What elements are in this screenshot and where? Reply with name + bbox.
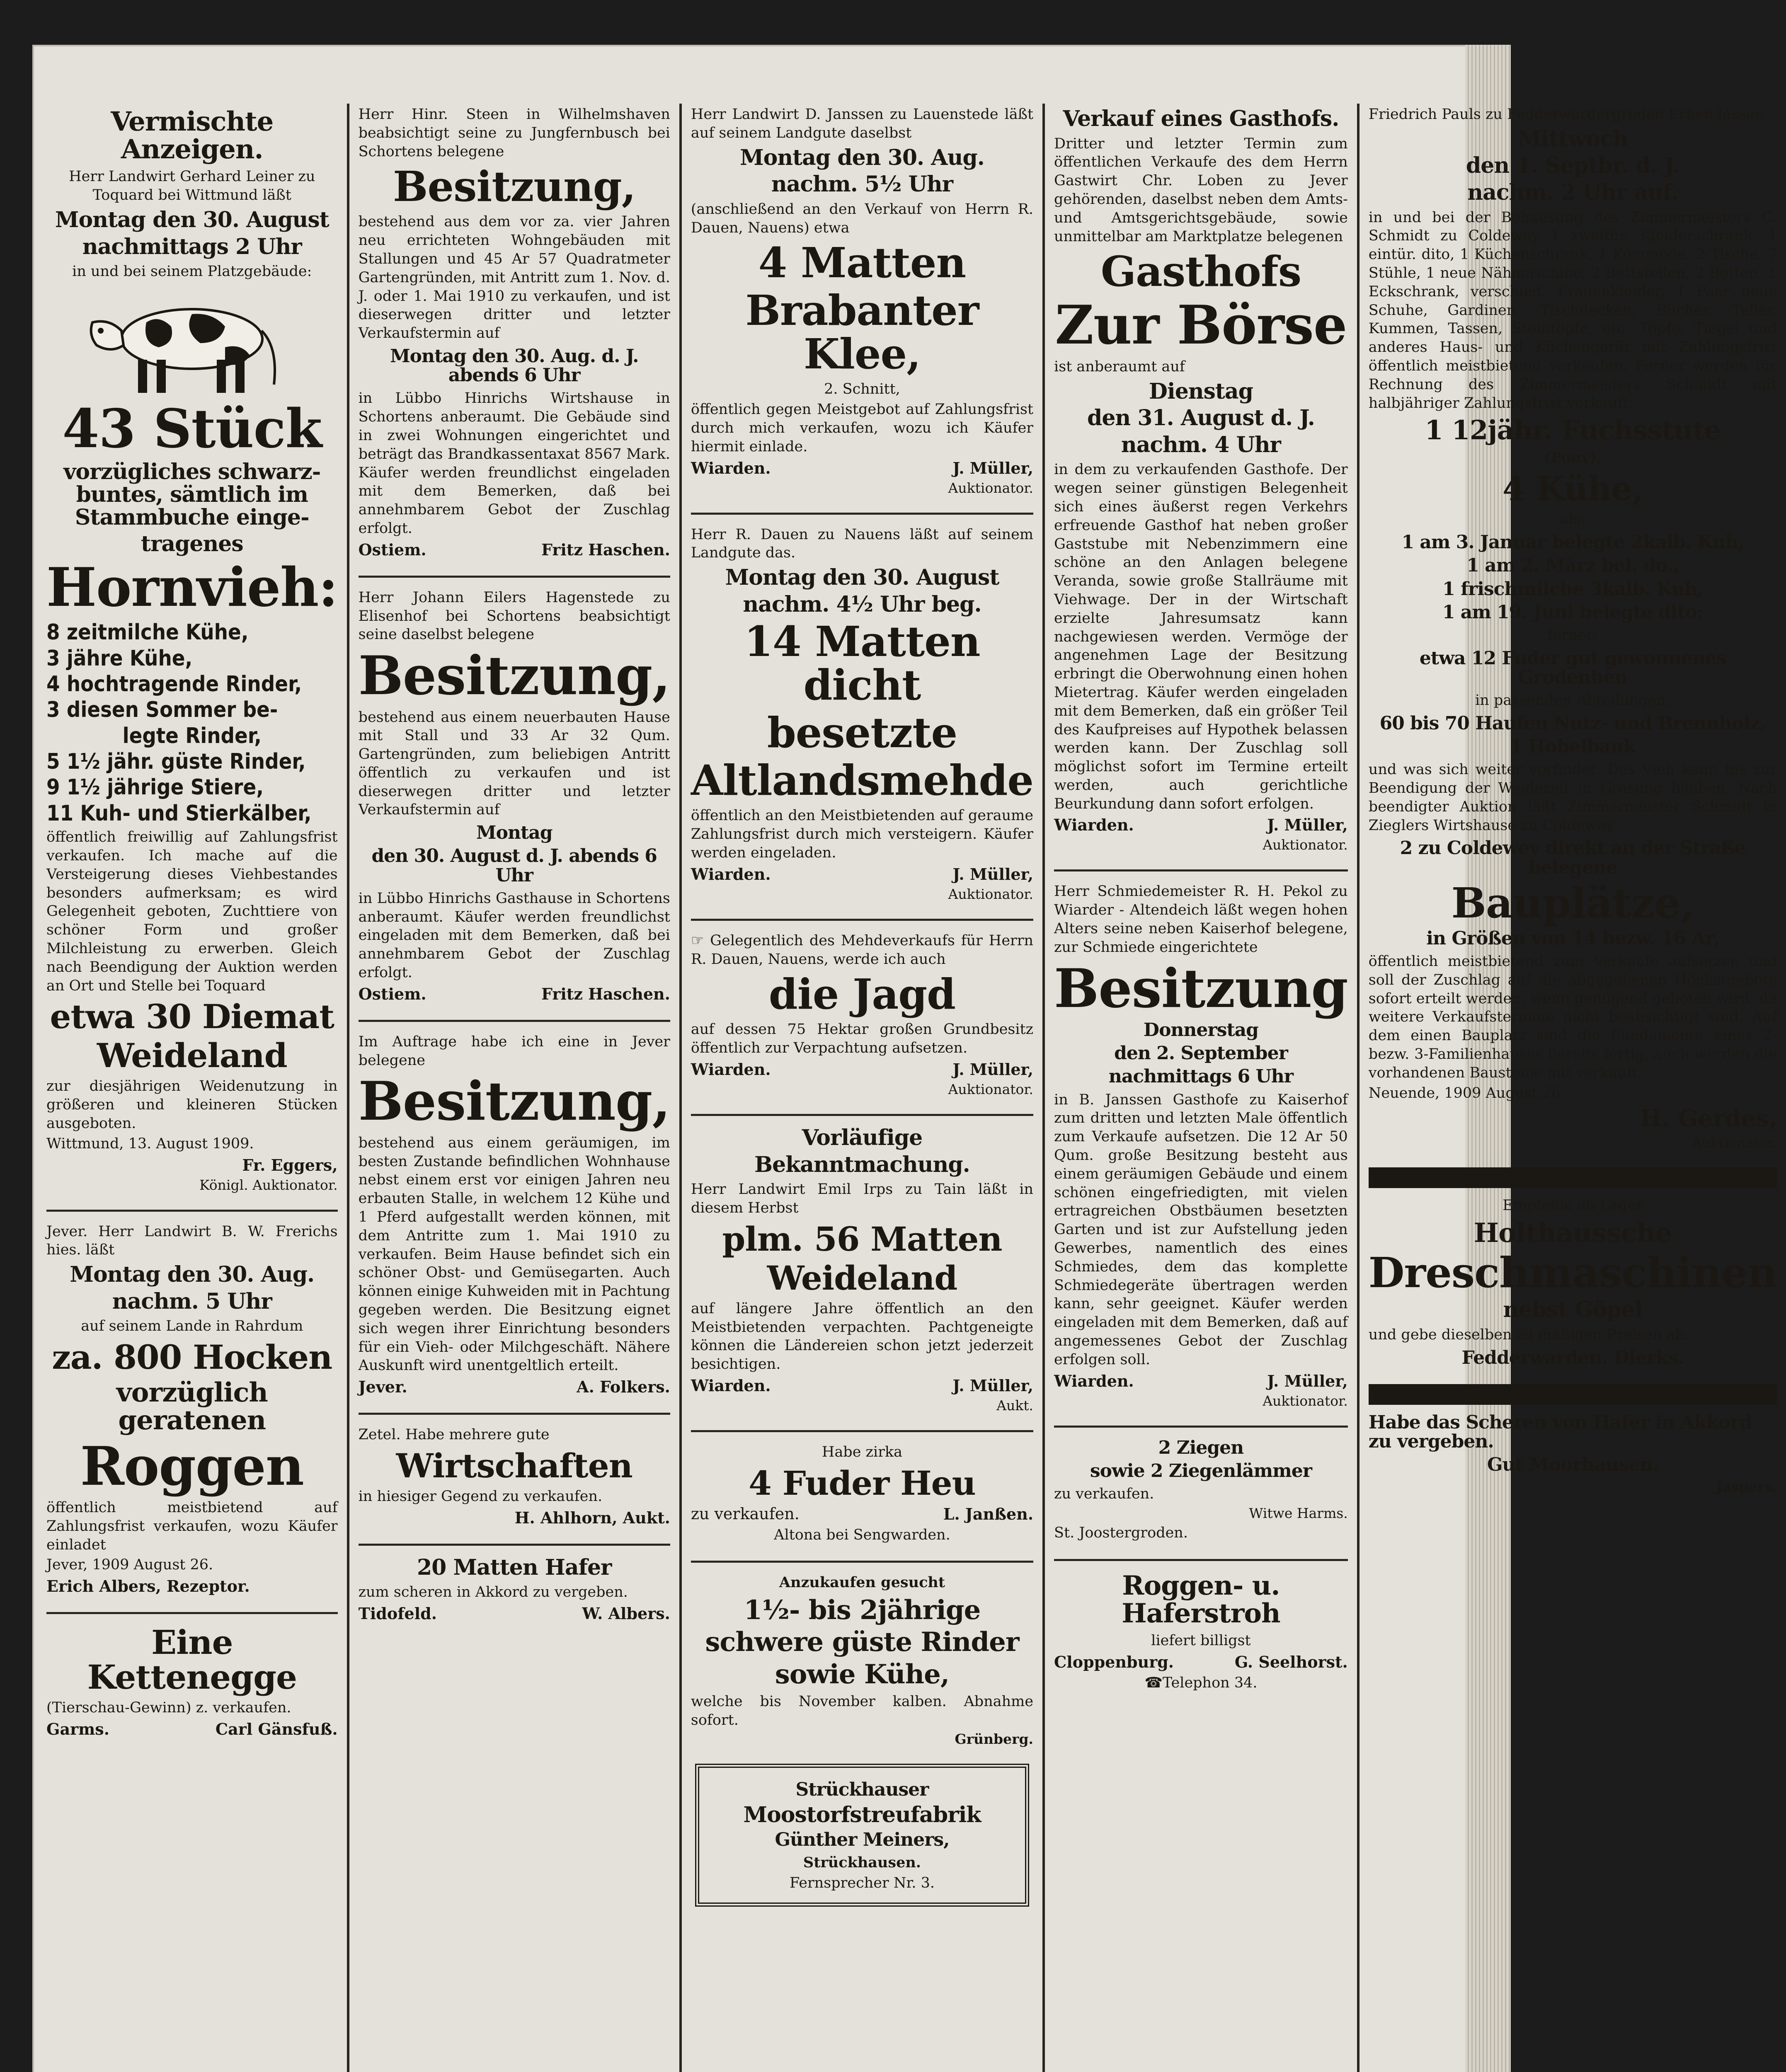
divider	[359, 576, 670, 578]
ad-date: Mittwoch	[1517, 126, 1628, 152]
ad-qty-2: vorzüglich geratenen	[116, 1377, 268, 1436]
ad-intro: Dritter und letzter Termin zum öffentlichen Verkaufe des dem Herrn Gastwirt Chr. Loben zu Jever gehörenden, daselbst neben dem Amts- und Amtsgerichtsgebäude, sowie unmittelbar am Marktplatze belegenen	[1054, 135, 1348, 245]
ad-desc-2: tragenes	[141, 531, 243, 557]
ad-signature: Wiarden. J. Müller,	[691, 1060, 1034, 1079]
ad-signature: Cloppenburg. G. Seelhorst.	[1054, 1652, 1348, 1671]
ad-signature: Jaspers.	[1716, 1479, 1777, 1495]
ad-body: in B. Janssen Gasthofe zu Kaiserhof zum dritten und letzten Male öffentlich zum Verkaufe aufsetzen. Die 12 Ar 50 Qum. große Besitzung besteht aus einem geräumigen Gebäude und einem schönen eingefriedigten, mit vielen ertragreichen Obstbäumen besetzten Garten und ist zur Aufstellung jeden Gewerbes, namentlich des eines Schmiedes, dem das komplette Schmiedegeräte übertragen werden kann, sehr geeignet. Käufer werden eingeladen mit dem Bemerken, daß auf angemessenes Gebot der Zuschlag erfolgen soll.	[1054, 1091, 1348, 1368]
ad-place: St. Joostergroden.	[1054, 1524, 1188, 1541]
ad-main-headline-2: schwere güste Rinder	[705, 1627, 1019, 1658]
ad-main-headline-2: Dreschmaschinen	[1368, 1248, 1777, 1297]
ad-main-headline: Habe das Scheren von Hafer in Akkord zu vergeben.	[1368, 1411, 1752, 1452]
ad-signature: H. Ahlhorn, Aukt.	[514, 1508, 670, 1527]
ad-signature: Wiarden. J. Müller,	[691, 1376, 1034, 1395]
ad-signature: Fr. Eggers,	[242, 1155, 338, 1174]
ad-hunt	[691, 932, 1033, 1097]
ad-body: in hiesiger Gegend zu verkaufen.	[358, 1488, 603, 1505]
divider-bar	[1369, 1167, 1777, 1188]
ad-signer-title: Auktionator.	[1691, 1135, 1777, 1151]
ad-body-2: in dem zu verkaufenden Gasthofe. Der wegen seiner günstigen Belegenheit sich eines äußerst regen Verkehrs erfreuende Gasthof hat neben großer Gaststube mit Nebenzimmern eine schöne an den Anlagen belegene Veranda, sowie große Stallräume mit Viehwage. Der in der Wirtschaft erzielte Jahresumsatz kann nachgewiesen werden. Vermöge der angenehmen Lage der Besitzung erbringt die Oberwohnung einen hohen Mietertrag. Käufer werden eingeladen mit dem Bemerken, daß ein größer Teil des Kaufpreises auf Hypothek belassen werden kann. Der Zuschlag soll möglichst sofort im Termine erteilt werden, auch gerichtliche Beurkundung dann sofort erfolgen.	[1054, 461, 1348, 812]
ad-body: und gebe dieselben zu mäßigen Preisen ab.	[1368, 1326, 1689, 1343]
ad-pasture-tain	[691, 1127, 1033, 1414]
ad-main-headline: Roggen	[80, 1435, 304, 1498]
ad-main-headline: Roggen- u. Haferstroh	[1122, 1570, 1280, 1629]
list-item: legte Rinder,	[122, 723, 262, 748]
ad-time: nachmittags 6 Uhr	[1108, 1066, 1293, 1087]
divider	[1054, 1559, 1348, 1561]
ad-signature: Garms. Carl Gänsfuß.	[46, 1719, 338, 1738]
ad-property-elisenhof	[359, 588, 670, 1003]
ad-intro: Friedrich Pauls zu Fedderwardergroden Erben lassen	[1368, 106, 1764, 123]
ad-date: Montag den 30. August	[725, 565, 999, 591]
ad-intro: Herr Schmiedemeister R. H. Pekol zu Wiarder - Altendeich läßt wegen hohen Alters seine neben Kaiserhof belegene, zur Schmiede eingerichtete	[1054, 883, 1348, 956]
ad-intro: Zetel. Habe mehrere gute	[358, 1426, 550, 1443]
column-1	[37, 104, 347, 2072]
ad-main-headline: 4 Matten	[758, 238, 966, 288]
ad-body: ist anberaumt auf	[1054, 358, 1185, 375]
ad-intro: Herr R. Dauen zu Nauens läßt auf seinem Landgute das.	[691, 526, 1034, 562]
ad-main-headline: Besitzung,	[358, 1070, 670, 1133]
ad-main-headline-2: besetzte	[767, 708, 957, 758]
ad-main-headline: Wirtschaften	[396, 1446, 632, 1485]
divider	[359, 1020, 670, 1022]
list-item: 3 jähre Kühe,	[46, 646, 193, 671]
ad-smithy	[1054, 882, 1348, 1409]
ad-item-cows: 4 Kühe,	[1502, 469, 1643, 508]
ad-dateline: Jever, 1909 August 26.	[46, 1556, 213, 1573]
ad-dateline: Neuende, 1909 August 26.	[1368, 1084, 1565, 1101]
box-line-3: Günther Meiners,	[775, 1829, 950, 1851]
ad-signature: Wiarden. J. Müller,	[1054, 1371, 1348, 1390]
ad-body: auf dessen 75 Hektar großen Grundbesitz öffentlich zur Verpachtung aufsetzen.	[691, 1021, 1034, 1057]
ad-body-2: und was sich weiter vorfindet. Das Vieh kann bis zur Beendigung der Weidezeit in Grasung bleiben. Nach beendigter Auktion läßt Zimmermeister Schmidt in Zieglers Wirtshause zu Coldewey	[1368, 761, 1777, 834]
ad-signer-title: Auktionator.	[1263, 837, 1348, 853]
ad-signature: Fedderwarden. Dierks.	[1461, 1347, 1684, 1368]
ad-cow-4: 1 am 19. Juni belegte dito;	[1442, 601, 1704, 623]
ad-place: Gut Moorhausen.	[1487, 1454, 1659, 1476]
ad-signature: Wiarden. J. Müller,	[691, 458, 1034, 477]
ad-date: Montag den 30. Aug. d. J. abends 6 Uhr	[390, 345, 639, 386]
ad-harrow	[46, 1625, 338, 1738]
ad-peat-factory-box	[695, 1764, 1029, 1907]
divider	[46, 1210, 338, 1212]
auction-cattle-toquard	[46, 167, 338, 1193]
ad-intro: Empfehle ab Lager	[1502, 1197, 1643, 1214]
ad-mowing-nauens	[691, 525, 1033, 902]
ad-date: Montag den 30. Aug.	[740, 145, 984, 170]
ad-cow-1: 1 am 3. Januar belegte 2kalb. Kuh,	[1401, 532, 1744, 553]
ad-body-2: öffentlich gegen Meistgebot auf Zahlungsfrist durch mich verkaufen, wozu ich Käufer hiermit einlade.	[691, 401, 1034, 455]
ad-plots: 2 zu Coldewey direkt an der Straße belegene	[1400, 838, 1746, 878]
list-item: 5 1½ jähr. güste Rinder,	[46, 749, 306, 775]
ad-main-headline: plm. 56 Matten	[722, 1219, 1002, 1259]
ad-item-mare-sub: (Pony),	[1544, 449, 1602, 466]
ad-main-headline-2: Weideland	[767, 1258, 957, 1297]
ad-cattle-wanted	[691, 1573, 1033, 1747]
ad-place: auf seinem Lande in Rahrdum	[81, 1318, 303, 1335]
ad-hay: etwa 12 Fuder gut gewonnenes Grodenheu	[1419, 647, 1726, 688]
ad-farms-zetel	[359, 1426, 670, 1527]
ad-signature: Wiarden. J. Müller,	[1054, 816, 1348, 835]
ad-cow-3: 1 frischmilche 3kalb. Kuh,	[1442, 578, 1703, 600]
ad-signature: Ostiem. Fritz Haschen.	[358, 984, 670, 1003]
ad-body: bestehend aus einem geräumigen, im besten Zustande befindlichen Wohnhause nebst einem erst vor einigen Jahren neu erbauten Stalle, in welchem 12 Kühe und 1 Pferd aufgestallt werden können, mit dem Antritte zum 1. Mai 1910 zu verkaufen. Beim Hause befindet sich ein schöner Obst- und Gemüsegarten. Auch können einige Kuhweiden mit in Pachtung gegeben werden. Die Besitzung eignet sich wegen ihrer Einrichtung besonders für ein Vieh- oder Milchgeschäft. Nähere Auskunft wird unentgeltlich erteilt.	[358, 1134, 670, 1374]
divider	[691, 513, 1033, 515]
ad-body: welche bis November kalben. Abnahme sofort.	[691, 1693, 1034, 1728]
ad-date: Montag	[476, 822, 553, 844]
ad-signer-title: Auktionator.	[1263, 1392, 1348, 1409]
column-5	[1357, 104, 1786, 2072]
ad-oats-tidofeld	[359, 1556, 670, 1623]
column-3	[679, 104, 1042, 2072]
divider	[1054, 869, 1348, 871]
ad-intro: Herr Landwirt D. Janssen zu Lauenstede läßt auf seinem Landgute daselbst	[691, 106, 1034, 141]
ad-size: in Größen von 14 bezw. 16 Ar,	[1426, 927, 1719, 949]
ad-intro: Herr Johann Eilers Hagenstede zu Elisenhof bei Schortens beabsichtigt seine daselbst belegene	[358, 589, 670, 643]
ad-main-headline: 20 Matten Hafer	[417, 1554, 612, 1580]
ad-signature: Ostiem. Fritz Haschen.	[358, 540, 670, 559]
ad-body: bestehend aus einem neuerbauten Hause mit Stall und 33 Ar 32 Qum. Gartengründen, zum beliebigen Antritt öffentlich zu verkaufen und ist dieserwegen dritter und letzter Verkaufstermin auf	[358, 709, 670, 818]
ad-signer-title: Auktionator.	[948, 479, 1034, 496]
ad-main-headline: Besitzung,	[393, 162, 636, 211]
ad-desc-1: vorzügliches schwarz-buntes, sämtlich im Stammbuche einge-	[63, 459, 321, 530]
ad-main-headline: die Jagd	[768, 970, 956, 1019]
box-line-1: Strückhauser	[795, 1779, 929, 1801]
divider	[46, 1612, 338, 1614]
ad-signer-title: Königl. Auktionator.	[199, 1176, 338, 1193]
cow-illustration-icon	[84, 285, 300, 397]
ad-body-2: in Lübbo Hinrichs Gasthause in Schortens anberaumt. Käufer werden freundlichst eingeladen mit dem Bemerken, daß bei annehmbarem Gebot der Zuschlag erfolgt.	[358, 890, 670, 981]
ad-goats	[1054, 1438, 1348, 1542]
ad-cow-2: 1 am 2. März bel. do.,	[1466, 555, 1679, 576]
ad-property-jungfernbusch	[359, 105, 670, 559]
ad-signature: Erich Albers, Rezeptor.	[46, 1577, 250, 1596]
ad-straw	[1054, 1572, 1348, 1692]
ad-date: Montag den 30. August	[55, 207, 329, 232]
ad-time: nachm. 4½ Uhr beg.	[743, 591, 981, 617]
section-header: Vermischte Anzeigen.	[111, 106, 274, 165]
ad-body: öffentlich meistbietend auf Zahlungsfrist verkaufen, wozu Käufer einladet	[46, 1499, 338, 1553]
ad-wood: 60 bis 70 Haufen Nutz- und Brennholz,	[1379, 712, 1766, 734]
livestock-list	[46, 620, 338, 826]
divider	[359, 1544, 670, 1546]
ad-body-2: in Lübbo Hinrichs Wirtshause in Schortens anberaumt. Die Gebäude sind in zwei Wohnungen eingerichtet und beträgt das Brandkassentaxat 8567 Mark. Käufer werden freundlichst eingeladen mit dem Bemerken, daß bei annehmbarem Gebot der Zuschlag erfolgt.	[358, 390, 670, 537]
ad-main-headline: 4 Fuder Heu	[749, 1463, 976, 1503]
ad-body: öffentlich freiwillig auf Zahlungsfrist verkaufen. Ich mache auf die Versteigerung dieses Viehbestandes besonders aufmerksam; es wird Gelegenheit geboten, Zuchttiere von schöner Form und großer Milchleistung zu erwerben. Gleich nach Beendigung der Auktion werden an Ort und Stelle bei Toquard	[46, 829, 338, 994]
ad-intro: Im Auftrage habe ich eine in Jever belegene	[358, 1033, 670, 1069]
ad-als: als:	[1560, 511, 1586, 528]
ad-main-headline-3: sowie Kühe,	[775, 1658, 950, 1690]
ad-main-headline-2: sowie 2 Ziegenlämmer	[1090, 1460, 1312, 1481]
ad-title: Verkauf eines Gasthofs.	[1063, 106, 1339, 131]
ad-property-jever	[359, 1033, 670, 1396]
list-item: 11 Kuh- und Stierkälber,	[46, 801, 312, 826]
ad-title-2: Bekanntmachung.	[754, 1152, 970, 1177]
ad-main-headline: Hornvieh:	[46, 556, 338, 619]
divider	[359, 1413, 670, 1415]
ad-date: Montag den 30. Aug.	[70, 1262, 315, 1288]
ad-main-headline: 1½- bis 2jährige	[744, 1595, 981, 1626]
ad-hay-sub: in passenden Abteilungen,	[1475, 692, 1670, 709]
ad-oat-shearing	[1369, 1413, 1777, 1495]
ad-intro: Herr Landwirt Emil Irps zu Tain läßt in diesem Herbst	[691, 1181, 1034, 1216]
ad-signer-title: Aukt.	[996, 1397, 1034, 1414]
divider	[691, 1430, 1033, 1432]
ad-body: (Tierschau-Gewinn) z. verkaufen.	[46, 1699, 291, 1716]
ad-time: nachmittags 2 Uhr	[82, 234, 302, 259]
ad-date: Donnerstag	[1143, 1019, 1258, 1041]
advert-columns	[37, 104, 1777, 2072]
divider-bar	[1369, 1384, 1777, 1405]
ad-bench: 1 Hobelbank	[1510, 736, 1636, 758]
ad-body: in und bei der Behausung des Zimmermeisters C. Schmidt zu Coldewey 1 zweitür. Kleiderschrank, 1 eintür. dito, 1 Küchenschrank, 1 Kommode, 2 Tische, 7 Stühle, 1 neue Nähmaschine, 2 Bettstellen, 2 Betten, 1 Eckschrank, verschied. Frauenkleider, 1 Paar neue Schuhe, Gardinen, Tischdecken, Bücher, Teller, Kummen, Tassen, Steintöpfe, etc. Töpfe, Tiegel und anderes Haus- und Küchengerät mit Zahlungsfrist öffentlich meistbietend verkaufen. Ferner werden für Rechnung des Zimmermeisters Schmidt mit halbjähriger Zahlungsfrist verkauft:	[1368, 209, 1777, 411]
ad-time: nachm. 2 Uhr auf.	[1467, 179, 1678, 205]
ad-date-2: den 31. August d. J.	[1087, 405, 1315, 431]
ad-intro: Herr Hinr. Steen in Wilhelmshaven beabsichtigt seine zu Jungfernbusch bei Schortens belegene	[358, 106, 670, 160]
ad-time: nachm. 5½ Uhr	[771, 172, 953, 197]
ad-threshers	[1369, 1196, 1777, 1368]
list-item: 9 1½ jährige Stiere,	[46, 775, 264, 800]
ad-body: auf längere Jahre öffentlich an den Meistbietenden verpachten. Pachtgeneigte können die Ländereien schon jetzt jederzeit besichtigen.	[691, 1300, 1034, 1373]
ad-main-headline: 14 Matten dicht	[744, 617, 980, 710]
divider	[1054, 1426, 1348, 1428]
ad-item-mare: 1 12jähr. Fuchsstute	[1425, 415, 1721, 446]
ad-signature: Wiarden. J. Müller,	[691, 864, 1034, 884]
ad-signature: zu verkaufen. L. Janßen.	[691, 1504, 1034, 1523]
ad-time: nachm. 5 Uhr	[112, 1288, 272, 1314]
divider	[691, 1114, 1033, 1116]
ad-land-headline-2: Weideland	[97, 1036, 287, 1075]
ad-clover-lauenstede	[691, 105, 1033, 496]
ad-main-headline-2: Brabanter Klee,	[745, 286, 979, 379]
ad-place: Altona bei Sengwarden.	[774, 1526, 950, 1543]
ad-date: Dienstag	[1149, 378, 1253, 404]
ad-intro: ☞ Gelegentlich des Mehdeverkaufs für Herrn R. Dauen, Nauens, werde ich auch	[691, 932, 1034, 968]
ad-date-2: den 1. Septbr. d. J.	[1466, 153, 1680, 179]
ad-main-headline: Besitzung,	[358, 645, 670, 707]
ad-main-headline-3: nebst Göpel	[1503, 1297, 1643, 1323]
ad-body: zum scheren in Akkord zu vergeben.	[358, 1584, 628, 1601]
ad-title: Vorläufige	[802, 1125, 923, 1150]
column-4	[1042, 104, 1357, 2072]
ad-intro: Herr Landwirt Gerhard Leiner zu Toquard bei Wittmund läßt	[69, 168, 315, 204]
ad-main-headline-2: Zur Börse	[1055, 294, 1347, 357]
ad-signature: Witwe Harms.	[1249, 1505, 1348, 1521]
box-line-4: Strückhausen.	[803, 1854, 921, 1871]
ad-intro: Anzukaufen gesucht	[779, 1574, 945, 1591]
list-item: 4 hochtragende Rinder,	[46, 671, 302, 697]
ad-main-headline: Holthaussche	[1473, 1218, 1672, 1249]
ad-signature: Tidofeld. W. Albers.	[358, 1604, 670, 1623]
list-item: 3 diesen Sommer be-	[46, 697, 278, 723]
ad-signer-title: Auktionator.	[948, 886, 1034, 902]
ad-hay	[691, 1443, 1033, 1544]
ad-sub: 2. Schnitt,	[824, 381, 900, 398]
ad-signature: Jever. A. Folkers.	[358, 1377, 670, 1397]
ad-signature: Grünberg.	[955, 1731, 1034, 1748]
ad-main-headline: 2 Ziegen	[1158, 1437, 1244, 1458]
column-2	[347, 104, 679, 2072]
ad-main-headline: Gasthofs	[1100, 247, 1301, 296]
ad-date-2: den 30. August d. J. abends 6 Uhr	[371, 845, 657, 886]
ad-body: öffentlich an den Meistbietenden auf geraume Zahlungsfrist durch mich versteigern. Käufer werden eingeladen.	[691, 807, 1034, 861]
ad-signature: H. Gerdes,	[1640, 1105, 1777, 1133]
ad-land-body: zur diesjährigen Weidenutzung in größeren und kleineren Stücken ausgeboten.	[46, 1078, 338, 1132]
ad-qty: za. 800 Hocken	[52, 1338, 332, 1377]
ad-body: zu verkaufen.	[1054, 1485, 1154, 1502]
ad-intro: Habe zirka	[822, 1443, 902, 1460]
box-line-2: Moostorfstreufabrik	[743, 1802, 981, 1828]
ad-date-2: den 2. September	[1114, 1043, 1288, 1064]
box-line-5: Fernsprecher Nr. 3.	[789, 1875, 935, 1892]
ad-signer-title: Auktionator.	[948, 1081, 1034, 1097]
ad-ferner: ferner:	[1547, 627, 1598, 644]
ad-land-headline: etwa 30 Diemat	[50, 997, 334, 1036]
ad-estate-fedderwarden	[1369, 105, 1777, 1151]
ad-main-headline: Bauplätze,	[1451, 878, 1694, 927]
auction-rye-rahrdum	[46, 1222, 338, 1596]
telephone-icon: ☎Telephon 34.	[1144, 1674, 1258, 1691]
ad-inn-sale	[1054, 108, 1348, 853]
list-item: 8 zeitmilche Kühe,	[46, 620, 249, 645]
ad-body: liefert billigst	[1151, 1632, 1251, 1649]
ad-main-headline: Eine Kettenegge	[87, 1623, 297, 1697]
ad-body-3: öffentlich meistbietend zum Verkaufe aufsetzen und soll der Zuschlag auf die abgegebenen Höchstgebote sofort erteilt werden, wenn genügend geboten wird, da weitere Verkaufstermine nicht beabsichtigt sind. Auf dem einen Bauplatz sind die Fundamente eines 2- bezw. 3-Familienhauses bereits fertig, auch werden die vorhandenen Bausteine mit verkauft.	[1368, 953, 1777, 1081]
ad-time: nachm. 4 Uhr	[1121, 432, 1281, 457]
ad-body: (anschließend an den Verkauf von Herrn R. Dauen, Nauens) etwa	[691, 201, 1034, 236]
divider	[691, 1561, 1033, 1563]
ad-body: bestehend aus dem vor za. vier Jahren neu errichteten Wohngebäuden mit Stallungen und 45 Ar 57 Quadratmeter Gartengründen, mit Antritt zum 1. Nov. d. J. oder 1. Mai 1910 zu verkaufen, und ist dieserwegen dritter und letzter Verkaufstermin auf	[358, 213, 670, 342]
ad-place: in und bei seinem Platzgebäude:	[72, 263, 312, 280]
ad-count: 43 Stück	[62, 397, 322, 460]
divider	[691, 919, 1033, 921]
ad-dateline: Wittmund, 13. August 1909.	[46, 1135, 254, 1152]
ad-main-headline-3: Altlandsmehde	[691, 756, 1034, 805]
ad-main-headline: Besitzung	[1054, 957, 1348, 1020]
ad-intro: Jever. Herr Landwirt B. W. Frerichs hies. läßt	[46, 1223, 338, 1259]
